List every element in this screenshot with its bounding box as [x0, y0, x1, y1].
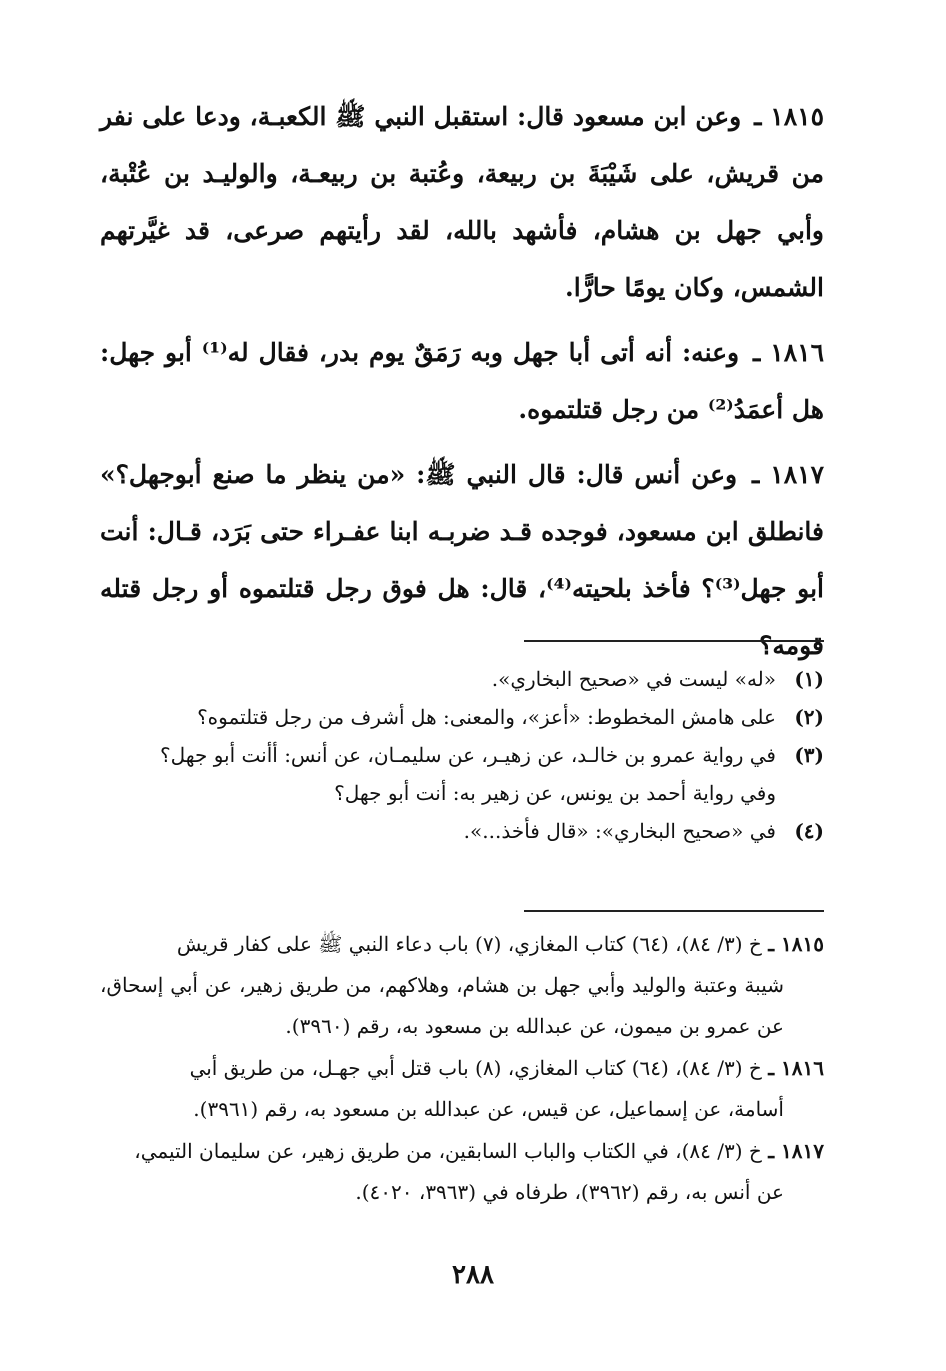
reference-1815 — [100, 924, 824, 1047]
footnote-divider — [524, 640, 824, 642]
footnotes — [100, 660, 824, 850]
hadith-text: وعنه: أنه أتى أبا جهل وبه رَمَقٌ يوم بدر، فقال له⁽¹⁾ أبو جهل: هل أعمَدُ⁽²⁾ من رجل قتلتموه. — [100, 338, 824, 424]
page-number: ٢٨٨ — [452, 1260, 494, 1290]
footnote-3 — [100, 736, 824, 812]
source-references — [100, 924, 824, 1214]
footnote-text: في رواية عمرو بن خالـد، عن زهيـر، عن سليمـان، عن أنس: أأنت أبو جهل؟ — [160, 743, 776, 767]
footnote-2 — [100, 698, 824, 736]
hadith-number: ١٨١٧ ـ — [752, 460, 824, 489]
reference-number: ١٨١٥ ـ — [768, 932, 824, 956]
hadith-number: ١٨١٦ ـ — [753, 338, 825, 367]
hadith-text: وعن ابن مسعود قال: استقبل النبي ﷺ الكعبـة، ودعا على نفر من قريش، على شَيْبَةَ بن ربيعة، وعُتبة بن ربيعـة، والوليـد بن عُتْبة، وأبي جهل بن هشام، فأشهد بالله، لقد رأيتهم صرعى، قد غيَّرتهم الشمس، وكان يومًا حارًّا. — [100, 102, 824, 302]
reference-text: خ (٣/ ٨٤)، في الكتاب والباب السابقين، من طريق زهير، عن سليمان التيمي، — [134, 1139, 762, 1163]
reference-1816 — [100, 1048, 824, 1130]
footnote-text: وفي رواية أحمد بن يونس، عن زهير به: أنت أبو جهل؟ — [334, 781, 776, 805]
reference-text: خ (٣/ ٨٤)، (٦٤) كتاب المغازي، (٨) باب قتل أبي جهـل، من طريق أبي — [189, 1056, 762, 1080]
reference-text: شيبة وعتبة والوليد وأبي جهل بن هشام، وهلاكهم، من طريق زهير، عن أبي إسحاق، عن عمرو بن ميمون، عن عبدالله بن مسعود به، رقم (٣٩٦٠). — [100, 973, 784, 1038]
footnote-1 — [100, 660, 824, 698]
footnote-mark: (٤) — [794, 819, 824, 843]
footnote-text-block — [100, 736, 776, 812]
main-text — [100, 88, 824, 682]
reference-text: خ (٣/ ٨٤)، (٦٤) كتاب المغازي، (٧) باب دعاء النبي ﷺ على كفار قريش — [176, 932, 762, 956]
footnote-mark: (٣) — [794, 743, 824, 767]
footnote-mark: (٢) — [794, 705, 824, 729]
footnote-text: على هامش المخطوط: «أعز»، والمعنى: هل أشرف من رجل قتلتموه؟ — [197, 705, 776, 729]
reference-number: ١٨١٧ ـ — [768, 1139, 824, 1163]
footnote-text: «له» ليست في «صحيح البخاري». — [491, 667, 776, 691]
reference-text: عن أنس به، رقم (٣٩٦٢)، طرفاه في (٣٩٦٣، ٤٠٢٠). — [355, 1180, 784, 1204]
hadith-paragraph-1815 — [100, 88, 824, 316]
hadith-text: وعن أنس قال: قال النبي ﷺ: «من ينظر ما صنع أبوجهل؟» فانطلق ابن مسعود، فوجده قـد ضربـه ابنا عفـراء حتى بَرَد، قـال: أنت أبو جهل⁽³⁾؟ فأخذ بلحيته⁽⁴⁾، قال: هل فوق رجل قتلتموه أو رجل قتله قومه؟ — [100, 460, 824, 660]
hadith-number: ١٨١٥ ـ — [754, 102, 824, 131]
reference-text: أسامة، عن إسماعيل، عن قيس، عن عبدالله بن مسعود به، رقم (٣٩٦١). — [193, 1097, 784, 1121]
reference-divider — [524, 910, 824, 912]
footnote-mark: (١) — [794, 667, 824, 691]
reference-number: ١٨١٦ ـ — [768, 1056, 824, 1080]
reference-1817 — [100, 1131, 824, 1213]
footnote-4 — [100, 812, 824, 850]
hadith-paragraph-1816 — [100, 324, 824, 438]
footnote-text: في «صحيح البخاري»: «قال فأخذ...». — [463, 819, 776, 843]
